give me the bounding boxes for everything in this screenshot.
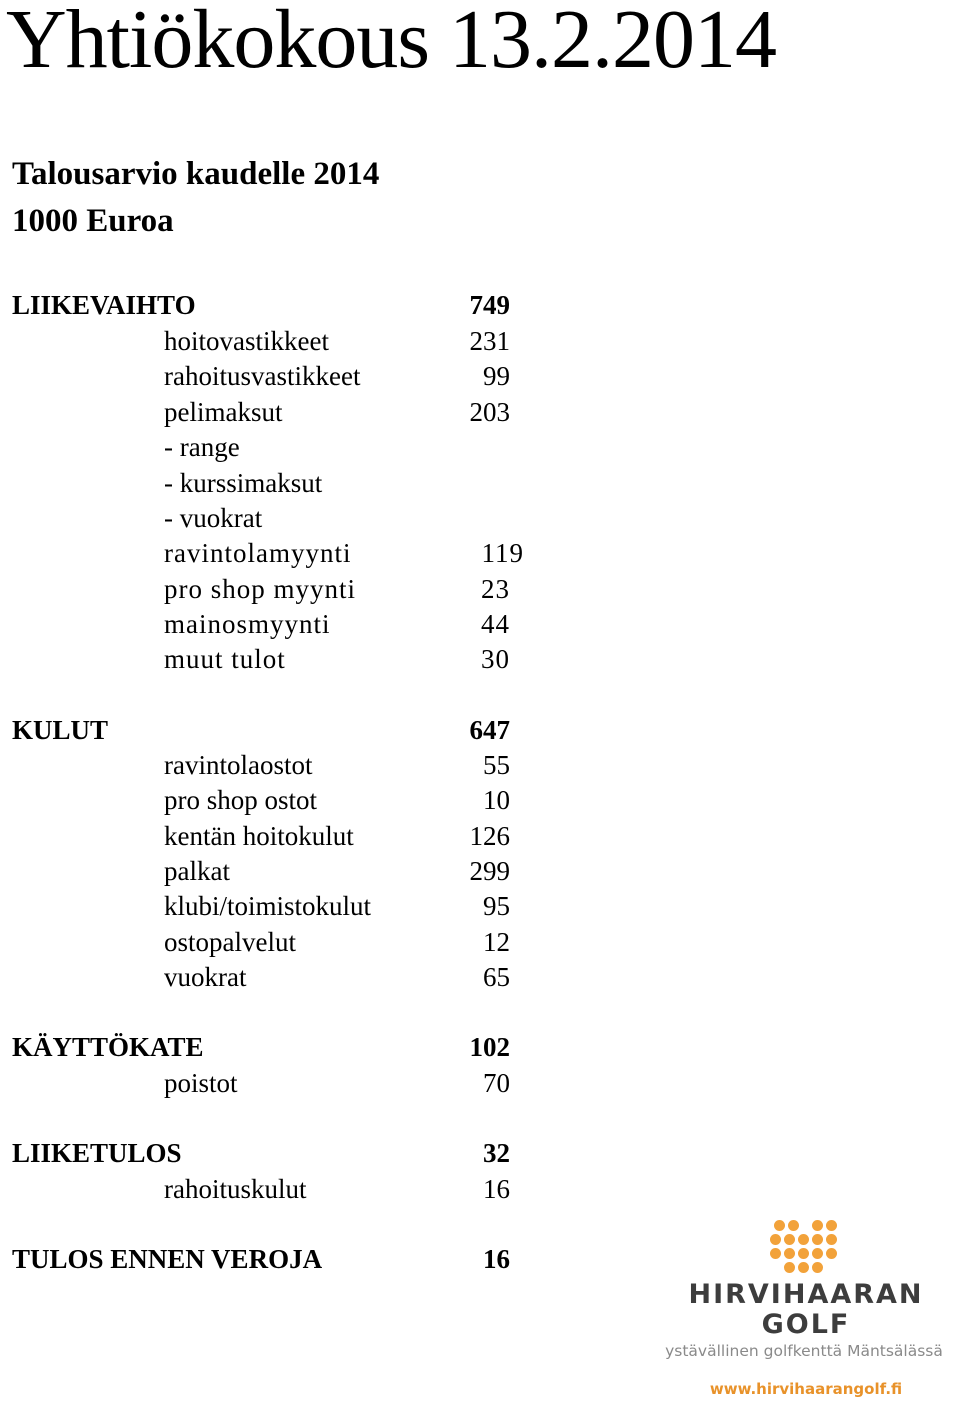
row-value: 16: [483, 1174, 510, 1204]
row-label: ravintolamyynti: [164, 538, 352, 568]
row-pro-shop-ostot: [0, 782, 600, 818]
row-kayttokate: [0, 1029, 600, 1065]
row-label: ravintolaostot: [164, 750, 313, 780]
row-hoitovastikkeet: [0, 323, 600, 359]
row-value: 119: [481, 538, 524, 568]
row-liiketulos: [0, 1135, 600, 1171]
row-value: 12: [483, 927, 510, 957]
row-label: TULOS ENNEN VEROJA: [12, 1244, 323, 1274]
row-value: 99: [483, 361, 510, 391]
row-kurssimaksut: [0, 465, 600, 501]
row-value: 32: [483, 1138, 510, 1168]
logo-name-line1: HIRVIHAARAN: [688, 1279, 924, 1310]
row-rahoitusvastikkeet: [0, 358, 600, 394]
row-value: 23: [481, 574, 510, 604]
row-label: rahoitusvastikkeet: [164, 361, 361, 391]
row-label: klubi/toimistokulut: [164, 891, 372, 921]
row-mainosmyynti: [0, 606, 600, 642]
row-value: 231: [469, 326, 510, 356]
row-palkat: [0, 853, 600, 889]
row-rahoituskulut: [0, 1171, 600, 1207]
row-value: 55: [483, 750, 510, 780]
row-value: 16: [483, 1244, 510, 1274]
row-muut-tulot: [0, 641, 600, 677]
unit-label: 1000 Euroa: [12, 203, 174, 239]
row-label: mainosmyynti: [164, 609, 331, 639]
row-kentan-hoitokulut: [0, 818, 600, 854]
row-label: palkat: [164, 856, 230, 886]
row-label: - range: [164, 432, 240, 462]
row-pro-shop-myynti: [0, 571, 600, 607]
row-label: KULUT: [12, 715, 109, 745]
row-ravintolamyynti: [0, 535, 600, 571]
row-label: muut tulot: [164, 644, 286, 674]
row-label: LIIKETULOS: [12, 1138, 182, 1168]
row-vuokrat: [0, 959, 600, 995]
row-label: pro shop myynti: [164, 574, 357, 604]
row-label: poistot: [164, 1068, 238, 1098]
row-label: - vuokrat: [164, 503, 263, 533]
row-pelimaksut: [0, 394, 600, 430]
row-label: ostopalvelut: [164, 927, 296, 957]
logo-name-line2: GOLF: [761, 1309, 851, 1340]
row-tulos-ennen-veroja: [0, 1241, 600, 1277]
row-value: 749: [469, 290, 510, 320]
budget-subtitle: Talousarvio kaudelle 2014: [12, 156, 380, 192]
row-value: 126: [469, 821, 510, 851]
row-value: 102: [469, 1032, 510, 1062]
row-label: vuokrat: [164, 962, 247, 992]
row-value: 299: [469, 856, 510, 886]
row-klubi-toimistokulut: [0, 888, 600, 924]
row-label: - kurssimaksut: [164, 468, 323, 498]
row-value: 95: [483, 891, 510, 921]
row-value: 203: [469, 397, 510, 427]
row-value: 65: [483, 962, 510, 992]
logo-website-link[interactable]: www.hirvihaarangolf.fi: [709, 1380, 903, 1398]
row-label: kentän hoitokulut: [164, 821, 354, 851]
row-liikevaihto: [0, 287, 600, 323]
club-logo: [640, 1214, 960, 1404]
row-ravintolaostot: [0, 747, 600, 783]
row-label: rahoituskulut: [164, 1174, 307, 1204]
row-value: 70: [483, 1068, 510, 1098]
row-value: 10: [483, 785, 510, 815]
row-kulut: [0, 712, 600, 748]
page-title: Yhtiökokous 13.2.2014: [6, 0, 777, 86]
row-label: pro shop ostot: [164, 785, 318, 815]
row-value: 44: [481, 609, 510, 639]
row-label: hoitovastikkeet: [164, 326, 329, 356]
row-value: 30: [481, 644, 510, 674]
row-vuokrat-sub: [0, 500, 600, 536]
row-range: [0, 429, 600, 465]
row-label: KÄYTTÖKATE: [12, 1032, 204, 1062]
logo-wordmark: [676, 1280, 936, 1340]
row-label: pelimaksut: [164, 397, 283, 427]
logo-tagline: ystävällinen golfkenttä Mäntsälässä: [665, 1342, 943, 1360]
row-label: LIIKEVAIHTO: [12, 290, 196, 320]
row-ostopalvelut: [0, 924, 600, 960]
row-value: 647: [469, 715, 510, 745]
row-poistot: [0, 1065, 600, 1101]
